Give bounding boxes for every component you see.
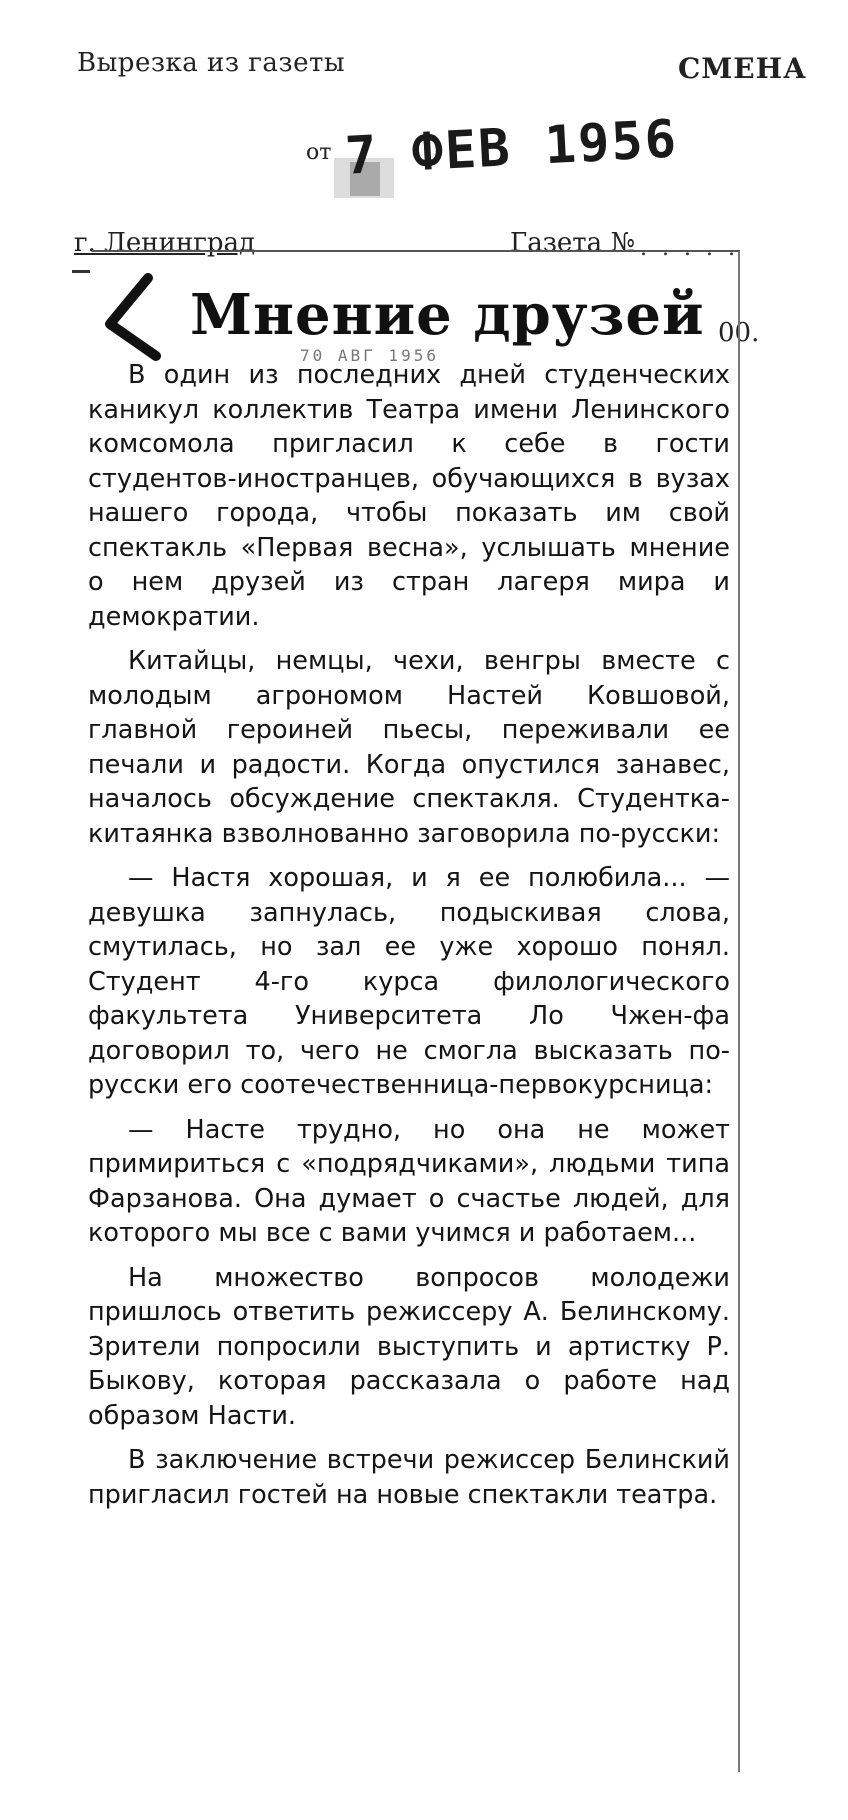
paragraph: — Настя хорошая, и я ее полюбила... — девушка запнулась, подыскивая слова, смутилась, но зал ее уже хорошо понял. Студент 4-го курса филологического факультета Университета Ло Чжен-фа договорил то, чего не смогла высказать по-русски его соотечественница-первокурсница: [88, 863, 730, 1100]
dash-mark [72, 270, 90, 273]
city-label: г. Ленинград [74, 228, 255, 258]
paragraph: Китайцы, немцы, чехи, венгры вместе с молодым агрономом Настей Ковшовой, главной героиней пьесы, переживали ее печали и радости. Когда опустился занавес, началось обсуждение спектакля. Студентка-китаянка взволнованно заговорила по-русски: [88, 646, 730, 849]
issue-dots: . . . . . [640, 236, 739, 261]
from-label: от [306, 140, 332, 165]
circulation-tail: 00. [718, 318, 760, 348]
paragraph: На множество вопросов молодежи пришлось ответить режиссеру А. Белинскому. Зрители попросили выступить и артистку Р. Быкову, которая рассказала о работе над образом Насти. [88, 1262, 730, 1431]
date-stamp: 7 ФЕВ 1956 [343, 109, 680, 187]
paragraph: — Насте трудно, но она не может примириться с «подрядчиками», людьми типа Фарзанова. Она думает о счастье людей, для которого мы все с вами учимся и работаем... [88, 1114, 730, 1248]
paragraph: В заключение встречи режиссер Белинский пригласил гостей на новые спектакли театра. [88, 1445, 730, 1510]
headline: Мнение друзей [190, 282, 705, 348]
bracket-mark-icon [96, 272, 166, 362]
stamp-text: 70 АВГ 1956 [300, 346, 439, 365]
paragraph: В один из последних дней студенческих каникул коллектив Театра имени Ленинского комсомола пригласил к себе в гости студентов-иностранцев, обучающихся в вузах нашего города, чтобы показать им свой спектакль «Первая весна», услышать мнение о нем друзей из стран лагеря мира и демократии. [88, 360, 730, 632]
newspaper-name: СМЕНА [678, 52, 807, 85]
issue-label: Газета № [510, 228, 636, 258]
article-body [88, 358, 730, 1522]
clip-label: Вырезка из газеты [77, 48, 346, 78]
